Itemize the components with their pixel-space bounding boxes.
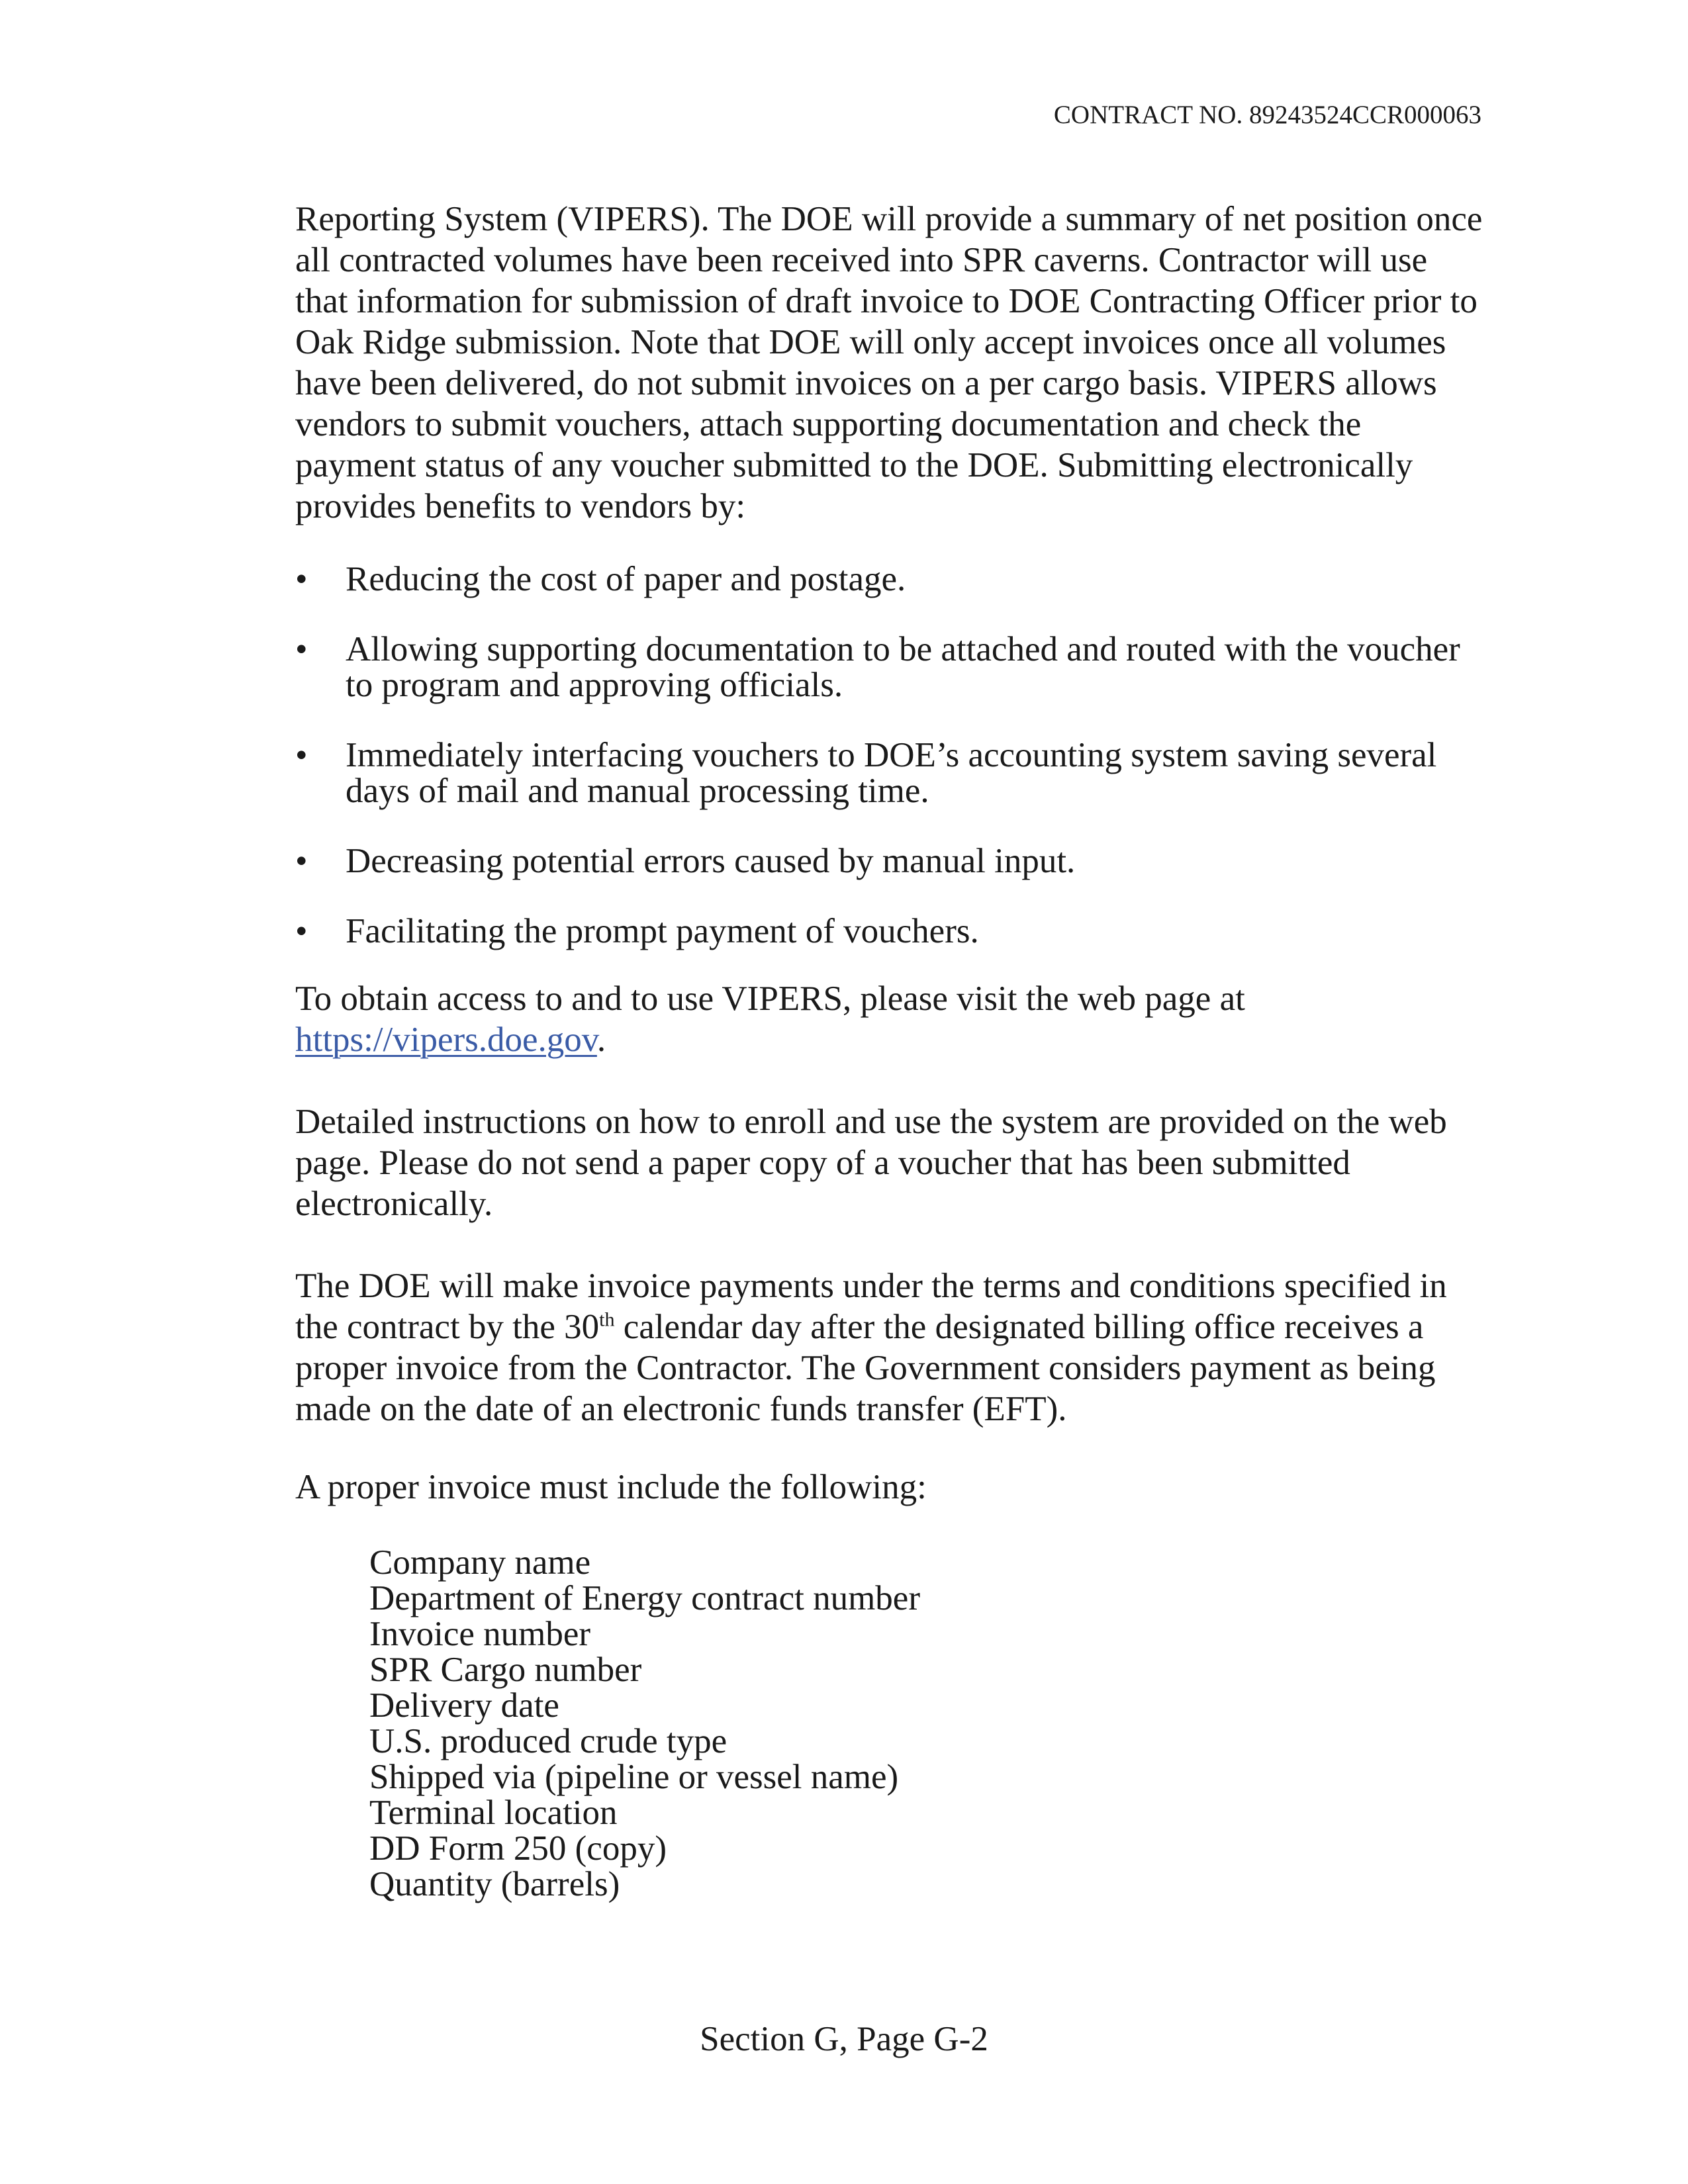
list-item: Quantity (barrels) [369, 1865, 620, 1903]
benefit-text: Reducing the cost of paper and postage. [346, 560, 906, 598]
invoice-requirements-list [295, 1545, 1487, 1902]
list-item [295, 631, 1487, 703]
intro-paragraph: Reporting System (VIPERS). The DOE will provide a summary of net position once all contracted volumes have been received into SPR caverns. Contractor will use that information for submission of draft invoice to DOE Contracting Officer prior to Oak Ridge submission. Note that DOE will only accept invoices once all volumes have been delivered, do not submit invoices on a per cargo basis. VIPERS allows vendors to submit vouchers, attach supporting documentation and check the payment status of any voucher submitted to the DOE. Submitting electronically provides benefits to vendors by: [295, 200, 1483, 525]
payment-text-before: The DOE will make invoice payments under the terms and conditions specified in the contract by the 30 [295, 1267, 1447, 1346]
benefit-text: Immediately interfacing vouchers to DOE’s accounting system saving several days of mail and manual processing time. [346, 736, 1437, 810]
bullet-icon: • [295, 736, 308, 774]
page-footer: Section G, Page G-2 [700, 2020, 988, 2058]
payment-paragraph [295, 1265, 1487, 1430]
list-item: Shipped via (pipeline or vessel name) [369, 1758, 899, 1796]
access-period: . [596, 1021, 606, 1059]
list-item: Company name [369, 1543, 591, 1582]
contract-number-header: CONTRACT NO. 89243524CCR000063 [1053, 101, 1481, 129]
benefit-text: Decreasing potential errors caused by manual input. [346, 842, 1076, 880]
bullet-icon: • [295, 912, 308, 950]
benefit-text: Facilitating the prompt payment of vouchers. [346, 912, 979, 950]
invoice-intro: A proper invoice must include the following: [295, 1468, 927, 1506]
payment-text-after: calendar day after the designated billing office receives a proper invoice from the Contractor. The Government considers payment as being made on the date of an electronic funds transfer (EFT). [295, 1308, 1436, 1428]
list-item: SPR Cargo number [369, 1651, 642, 1689]
list-item [295, 737, 1487, 809]
vipers-link[interactable]: https://vipers.doe.gov [295, 1021, 597, 1059]
list-item: Terminal location [369, 1794, 618, 1832]
bullet-icon: • [295, 842, 308, 880]
list-item: Department of Energy contract number [369, 1579, 920, 1617]
document-body [295, 199, 1487, 1902]
list-item: DD Form 250 (copy) [369, 1829, 667, 1868]
list-item: U.S. produced crude type [369, 1722, 727, 1760]
access-paragraph [295, 978, 1487, 1060]
bullet-icon: • [295, 560, 308, 598]
bullet-icon: • [295, 630, 308, 668]
list-item: Delivery date [369, 1686, 559, 1725]
list-item [295, 843, 1487, 879]
access-text: To obtain access to and to use VIPERS, please visit the web page at [295, 979, 1245, 1018]
ordinal-suffix: th [599, 1308, 615, 1331]
list-item [295, 561, 1487, 597]
list-item: Invoice number [369, 1615, 591, 1653]
list-item [295, 913, 1487, 949]
instructions-paragraph: Detailed instructions on how to enroll and use the system are provided on the web page. Please do not send a paper copy of a voucher that has been submitted electronically. [295, 1103, 1447, 1223]
benefits-list [295, 561, 1487, 949]
benefit-text: Allowing supporting documentation to be attached and routed with the voucher to program and approving officials. [346, 630, 1460, 704]
